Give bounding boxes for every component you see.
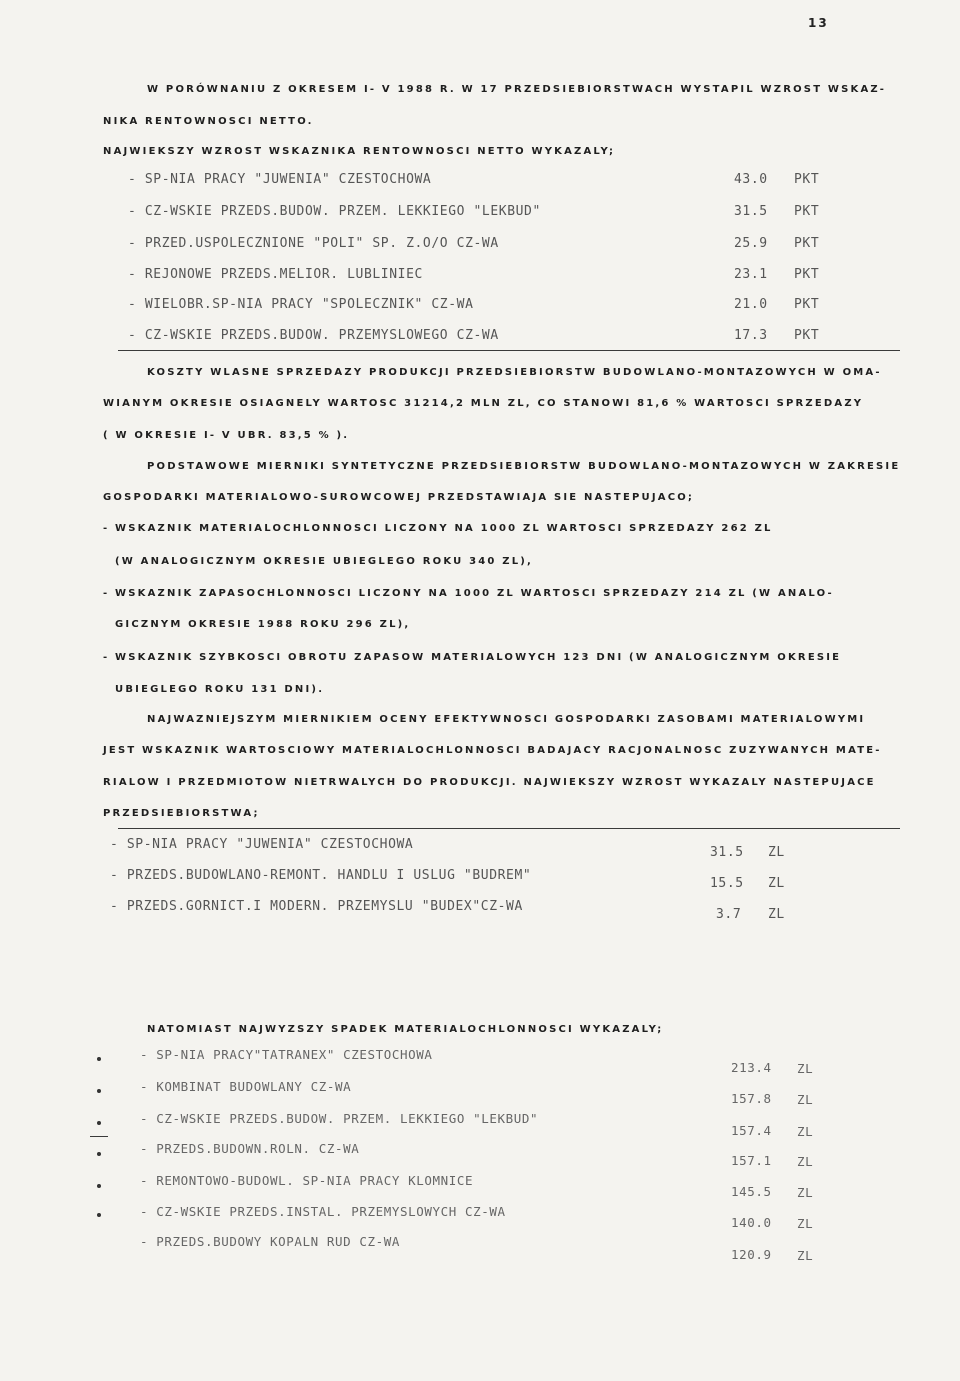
list1-item-name: - PRZED.USPOLECZNIONE "POLI" SP. Z.O/O CZ-WA xyxy=(128,236,499,251)
list1-item-value: 21.0 xyxy=(734,297,768,312)
list2-item-name: - PRZEDS.BUDOWLANO-REMONT. HANDLU I USLUG "BUDREM" xyxy=(110,868,532,883)
list2-item-value: 15.5 xyxy=(710,876,744,891)
list1-item-name: - REJONOWE PRZEDS.MELIOR. LUBLINIEC xyxy=(128,267,423,282)
list1-item-unit: PKT xyxy=(794,236,820,251)
list2-item-unit: ZL xyxy=(768,907,785,922)
list3-item-value: 140.0 xyxy=(731,1215,772,1230)
para2-line: KOSZTY WLASNE SPRZEDAZY PRODUKCJI PRZEDSIEBIORSTW BUDOWLANO-MONTAZOWYCH W OMA- xyxy=(147,367,882,378)
para2-line: ( W OKRESIE I- V UBR. 83,5 % ). xyxy=(103,430,350,441)
list1-item-value: 23.1 xyxy=(734,267,768,282)
para3-line: GOSPODARKI MATERIALOWO-SUROWCOWEJ PRZEDSTAWIAJA SIE NASTEPUJACO; xyxy=(103,492,695,503)
list1-item-unit: PKT xyxy=(794,204,820,219)
para1-line: NAJWIEKSZY WZROST WSKAZNIKA RENTOWNOSCI NETTO WYKAZALY; xyxy=(103,146,616,157)
list3-item-name: - CZ-WSKIE PRZEDS.INSTAL. PRZEMYSLOWYCH CZ-WA xyxy=(140,1204,506,1219)
page-number: 13 xyxy=(808,16,829,30)
list1-item-name: - WIELOBR.SP-NIA PRACY "SPOLECZNIK" CZ-WA xyxy=(128,297,474,312)
list2-item-name: - PRZEDS.GORNICT.I MODERN. PRZEMYSLU "BUDEX"CZ-WA xyxy=(110,899,523,914)
separator-rule xyxy=(118,350,900,351)
list1-item-name: - CZ-WSKIE PRZEDS.BUDOW. PRZEM. LEKKIEGO "LEKBUD" xyxy=(128,204,541,219)
list1-item-unit: PKT xyxy=(794,297,820,312)
bullet-dot xyxy=(97,1121,101,1125)
list3-item-name: - SP-NIA PRACY"TATRANEX" CZESTOCHOWA xyxy=(140,1047,433,1062)
list3-item-unit: ZL xyxy=(797,1061,814,1076)
bullet-dot xyxy=(97,1184,101,1188)
list1-item-value: 31.5 xyxy=(734,204,768,219)
para4-line: NAJWAZNIEJSZYM MIERNIKIEM OCENY EFEKTYWNOSCI GOSPODARKI ZASOBAMI MATERIALOWYMI xyxy=(147,714,866,725)
para4-line: JEST WSKAZNIK WARTOSCIOWY MATERIALOCHLONNOSCI BADAJACY RACJONALNOSC ZUZYWANYCH MATE- xyxy=(103,745,882,756)
list1-item-name: - CZ-WSKIE PRZEDS.BUDOW. PRZEMYSLOWEGO CZ-WA xyxy=(128,328,499,343)
bullet-dot xyxy=(97,1057,101,1061)
list2-item-value: 31.5 xyxy=(710,845,744,860)
list3-item-name: - KOMBINAT BUDOWLANY CZ-WA xyxy=(140,1079,352,1094)
list3-item-value: 157.8 xyxy=(731,1091,772,1106)
list3-item-name: - REMONTOWO-BUDOWL. SP-NIA PRACY KLOMNICE xyxy=(140,1173,474,1188)
list1-item-unit: PKT xyxy=(794,328,820,343)
para3-line: UBIEGLEGO ROKU 131 DNI). xyxy=(115,684,325,695)
list1-item-unit: PKT xyxy=(794,267,820,282)
list3-item-value: 213.4 xyxy=(731,1060,772,1075)
para3-line: - WSKAZNIK SZYBKOSCI OBROTU ZAPASOW MATERIALOWYCH 123 DNI (W ANALOGICZNYM OKRESIE xyxy=(103,652,842,663)
para3-line: - WSKAZNIK MATERIALOCHLONNOSCI LICZONY NA 1000 ZL WARTOSCI SPRZEDAZY 262 ZL xyxy=(103,523,773,534)
para1-line: NIKA RENTOWNOSCI NETTO. xyxy=(103,116,314,127)
list3-item-name: - PRZEDS.BUDOWN.ROLN. CZ-WA xyxy=(140,1141,360,1156)
list1-item-name: - SP-NIA PRACY "JUWENIA" CZESTOCHOWA xyxy=(128,172,432,187)
list3-item-unit: ZL xyxy=(797,1248,814,1263)
para5-line: NATOMIAST NAJWYZSZY SPADEK MATERIALOCHLONNOSCI WYKAZALY; xyxy=(147,1024,664,1035)
list3-item-unit: ZL xyxy=(797,1216,814,1231)
bullet-dot xyxy=(97,1089,101,1093)
list3-item-unit: ZL xyxy=(797,1092,814,1107)
list3-item-value: 157.1 xyxy=(731,1153,772,1168)
list3-item-unit: ZL xyxy=(797,1185,814,1200)
list2-item-name: - SP-NIA PRACY "JUWENIA" CZESTOCHOWA xyxy=(110,837,414,852)
para3-line: GICZNYM OKRESIE 1988 ROKU 296 ZL), xyxy=(115,619,411,630)
para3-line: PODSTAWOWE MIERNIKI SYNTETYCZNE PRZEDSIEBIORSTW BUDOWLANO-MONTAZOWYCH W ZAKRESIE xyxy=(147,461,901,472)
margin-mark xyxy=(90,1136,108,1137)
list1-item-value: 43.0 xyxy=(734,172,768,187)
para2-line: WIANYM OKRESIE OSIAGNELY WARTOSC 31214,2 MLN ZL, CO STANOWI 81,6 % WARTOSCI SPRZEDAZY xyxy=(103,398,864,409)
list3-item-value: 157.4 xyxy=(731,1123,772,1138)
para3-line: - WSKAZNIK ZAPASOCHLONNOSCI LICZONY NA 1000 ZL WARTOSCI SPRZEDAZY 214 ZL (W ANALO- xyxy=(103,588,834,599)
list2-item-unit: ZL xyxy=(768,845,785,860)
bullet-dot xyxy=(97,1152,101,1156)
list2-item-unit: ZL xyxy=(768,876,785,891)
para4-line: PRZEDSIEBIORSTWA; xyxy=(103,808,260,819)
list3-item-value: 145.5 xyxy=(731,1184,772,1199)
separator-rule xyxy=(118,828,900,829)
list1-item-value: 17.3 xyxy=(734,328,768,343)
list3-item-name: - CZ-WSKIE PRZEDS.BUDOW. PRZEM. LEKKIEGO "LEKBUD" xyxy=(140,1111,539,1126)
bullet-dot xyxy=(97,1213,101,1217)
list3-item-unit: ZL xyxy=(797,1154,814,1169)
list1-item-value: 25.9 xyxy=(734,236,768,251)
list3-item-unit: ZL xyxy=(797,1124,814,1139)
list3-item-value: 120.9 xyxy=(731,1247,772,1262)
para1-line: W PORÓWNANIU Z OKRESEM I- V 1988 R. W 17 PRZEDSIEBIORSTWACH WYSTAPIL WZROST WSKAZ- xyxy=(147,84,887,95)
list1-item-unit: PKT xyxy=(794,172,820,187)
list2-item-value: 3.7 xyxy=(716,907,742,922)
list3-item-name: - PRZEDS.BUDOWY KOPALN RUD CZ-WA xyxy=(140,1234,401,1249)
para4-line: RIALOW I PRZEDMIOTOW NIETRWALYCH DO PRODUKCJI. NAJWIEKSZY WZROST WYKAZALY NASTEPUJACE xyxy=(103,777,876,788)
para3-line: (W ANALOGICZNYM OKRESIE UBIEGLEGO ROKU 340 ZL), xyxy=(115,556,534,567)
